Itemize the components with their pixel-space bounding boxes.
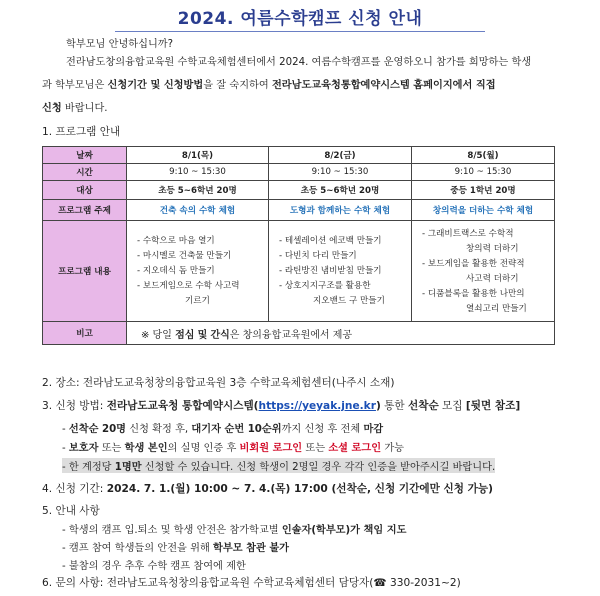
phone-icon: ☎	[373, 577, 387, 589]
intro-line-2: 과 학부모님은 신청기간 및 신청방법을 잘 숙지하여 전라남도교육청통합예약시스템 홈페이지에서 직접	[42, 80, 496, 91]
section-apply-method: 3. 신청 방법: 전라남도교육청 통합예약시스템(https://yeyak.jne.kr) 통한 선착순 모집 [뒷면 참조]	[42, 400, 521, 412]
content-list	[127, 234, 268, 308]
section-location: 2. 장소: 전라남도교육청창의융합교육원 3층 수학교육체험센터(나주시 소재)	[42, 377, 395, 389]
list-item: - 디품블록을 활용한 나만의	[422, 288, 525, 299]
date-cell: 8/5(월)	[412, 147, 555, 164]
list-item: - 보드게임으로 수학 사고력	[137, 281, 240, 291]
header-target: 대상	[43, 181, 127, 200]
content-cell	[269, 221, 412, 322]
intro-line-1: 전라남도창의융합교육원 수학교육체험센터에서 2024. 여름수학캠프를 운영하오니 참가를 희망하는 학생	[66, 57, 532, 68]
theme-cell: 도형과 함께하는 수학 체험	[269, 200, 412, 221]
list-item: 기르기	[185, 296, 210, 306]
date-cell: 8/1(목)	[127, 147, 269, 164]
header-date: 날짜	[43, 147, 127, 164]
table-row	[43, 200, 555, 221]
list-item: - 테셀레이션 에코백 만들기	[279, 236, 382, 246]
time-cell: 9:10 ~ 15:30	[412, 164, 555, 181]
list-item: - 라틴방진 냄비받침 만들기	[279, 266, 382, 276]
list-item: 사고력 더하기	[466, 273, 519, 284]
table-row	[43, 322, 555, 345]
table-row	[43, 164, 555, 181]
content-cell	[412, 221, 555, 322]
list-item: 창의력 더하기	[466, 243, 519, 254]
title-underline	[115, 31, 485, 32]
target-cell: 초등 5~6학년 20명	[269, 181, 412, 200]
date-cell: 8/2(금)	[269, 147, 412, 164]
table-row	[43, 221, 555, 322]
section-apply-period: 4. 신청 기간: 2024. 7. 1.(월) 10:00 ~ 7. 4.(목) 17:00 (선착순, 신청 기간에만 신청 가능)	[42, 483, 493, 495]
header-time: 시간	[43, 164, 127, 181]
list-item: - 다빈치 다리 만들기	[279, 251, 357, 261]
list-item: - 보드게임을 활용한 전략적	[422, 258, 525, 269]
content-list	[269, 234, 411, 308]
time-cell: 9:10 ~ 15:30	[269, 164, 412, 181]
notice-item-1: - 학생의 캠프 입.퇴소 및 학생 안전은 참가학교별 인솔자(학부모)가 책임 지도	[62, 525, 407, 536]
list-item: - 그래비트랙스로 수학적	[422, 228, 514, 239]
table-row	[43, 147, 555, 164]
list-item: 지오밴드 구 만들기	[313, 296, 385, 306]
program-table	[42, 146, 555, 345]
list-item: - 수학으로 마음 열기	[137, 236, 215, 246]
header-theme: 프로그램 주제	[43, 200, 127, 221]
header-note: 비고	[43, 322, 127, 345]
section-contact: 6. 문의 사항: 전라남도교육청창의융합교육원 수학교육체험센터 담당자(☎ 330-2031~2)	[42, 577, 461, 589]
list-item: - 상호지지구조를 활용한	[279, 281, 371, 291]
theme-cell: 창의력을 더하는 수학 체험	[412, 200, 555, 221]
intro-line-3: 신청 바랍니다.	[42, 103, 108, 114]
table-row	[43, 181, 555, 200]
target-cell: 중등 1학년 20명	[412, 181, 555, 200]
section-notice: 5. 안내 사항	[42, 505, 100, 517]
list-item: - 마시멜로 건축물 만들기	[137, 251, 232, 261]
notice-item-2: - 캠프 참여 학생들의 안전을 위해 학부모 참관 불가	[62, 543, 290, 554]
apply-note-3: - 한 계정당 1명만 신청할 수 있습니다. 신청 학생이 2명일 경우 각각 인증을 받아주시길 바랍니다.	[62, 458, 495, 473]
notice-item-3: - 불참의 경우 추후 수학 캠프 참여에 제한	[62, 561, 246, 572]
time-cell: 9:10 ~ 15:30	[127, 164, 269, 181]
content-cell	[127, 221, 269, 322]
apply-note-2: - 보호자 또는 학생 본인의 실명 인증 후 비회원 로그인 또는 소셜 로그인 가능	[62, 443, 404, 454]
list-item: - 지오데식 돔 만들기	[137, 266, 215, 276]
greeting: 학부모님 안녕하십니까?	[66, 39, 174, 50]
theme-cell: 건축 속의 수학 체험	[127, 200, 269, 221]
list-item: 열쇠고리 만들기	[466, 303, 527, 314]
target-cell: 초등 5~6학년 20명	[127, 181, 269, 200]
apply-note-1: - 선착순 20명 신청 확정 후, 대기자 순번 10순위까지 신청 후 전체 마감	[62, 424, 384, 435]
header-content: 프로그램 내용	[43, 221, 127, 322]
content-list	[412, 227, 554, 316]
section-program-heading: 1. 프로그램 안내	[42, 126, 121, 138]
reservation-link[interactable]: https://yeyak.jne.kr	[258, 400, 376, 412]
page-title: 2024. 여름수학캠프 신청 안내	[177, 9, 423, 29]
note-cell: ※ 당일 점심 및 간식은 창의융합교육원에서 제공	[127, 322, 555, 345]
